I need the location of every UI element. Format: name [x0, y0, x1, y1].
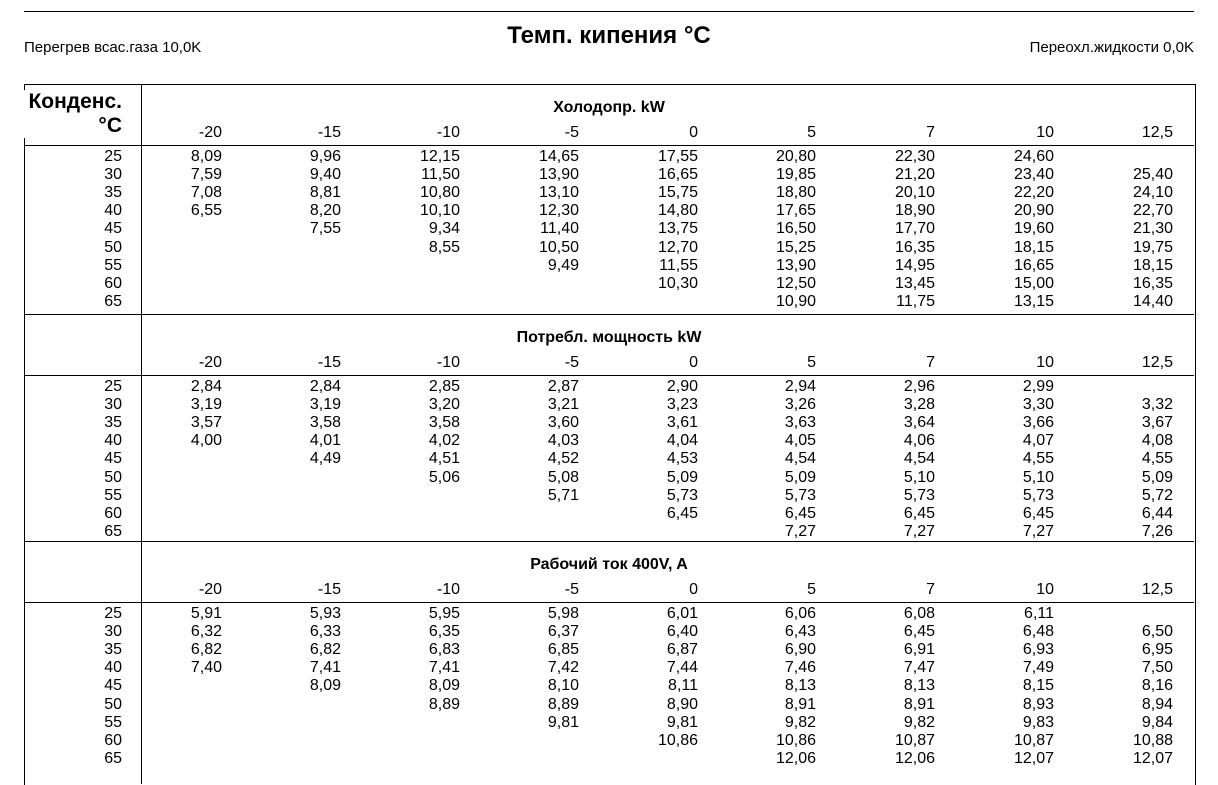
table-cell: 6,06 [784, 605, 816, 622]
table-cell: 19,75 [1132, 238, 1173, 256]
table-cell: 22,30 [894, 148, 935, 165]
table-cell: 14,65 [538, 148, 579, 165]
row-label: 55 [104, 713, 122, 731]
table-cell: 12,30 [538, 202, 579, 220]
table-cell: 11,50 [421, 166, 460, 184]
table-cell: 7,46 [784, 659, 816, 677]
table-cell: 4,49 [309, 450, 341, 468]
row-label: 50 [104, 238, 122, 256]
condensing-temp-header [10, 90, 122, 138]
table-cell: 18,15 [1132, 256, 1173, 274]
column-header: -15 [317, 354, 341, 371]
table-cell: 6,33 [309, 623, 341, 641]
table-cell: 16,35 [1132, 274, 1173, 292]
table-cell: 5,73 [784, 486, 816, 504]
row-label: 55 [104, 486, 122, 504]
table-cell: 6,95 [1141, 641, 1173, 659]
table-cell: 16,50 [775, 220, 816, 238]
section-title: Рабочий ток 400V, A [530, 556, 688, 573]
table-cell: 2,85 [428, 378, 460, 395]
table-cell: 12,06 [894, 749, 935, 767]
table-cell: 22,20 [1013, 184, 1054, 202]
column-header: 10 [1036, 581, 1054, 598]
table-cell: 5,10 [903, 468, 935, 486]
table-cell: 13,75 [657, 220, 698, 238]
table-cell: 5,98 [547, 605, 579, 622]
table-cell: 2,87 [547, 378, 579, 395]
table-cell: 6,35 [428, 623, 460, 641]
row-label: 40 [104, 659, 122, 677]
table-cell: 17,65 [775, 202, 816, 220]
row-label: 30 [104, 623, 122, 641]
table-cell: 12,70 [657, 238, 698, 256]
table-cell: 8,13 [784, 677, 816, 695]
table-cell: 8,89 [428, 695, 460, 713]
table-cell: 4,52 [547, 450, 579, 468]
table-cell: 9,81 [666, 713, 698, 731]
column-header: 7 [926, 581, 935, 598]
column-header: 12,5 [1141, 581, 1173, 598]
column-header: 0 [689, 581, 698, 598]
table-cell: 4,53 [666, 450, 698, 468]
column-header: 0 [689, 354, 698, 371]
table-cell: 6,82 [309, 641, 341, 659]
table-cell: 6,45 [1022, 504, 1054, 522]
column-header: 7 [926, 124, 935, 141]
row-label: 50 [104, 468, 122, 486]
row-label: 45 [104, 677, 122, 695]
table-cell: 25,40 [1132, 166, 1173, 184]
column-header: -5 [564, 354, 579, 371]
table-cell: 10,88 [1132, 731, 1173, 749]
table-cell: 3,20 [428, 396, 460, 414]
row-label: 35 [104, 184, 122, 202]
table-cell: 8,09 [309, 677, 341, 695]
table-cell: 3,60 [547, 414, 579, 432]
table-cell: 5,93 [309, 605, 341, 622]
table-cell: 24,10 [1132, 184, 1173, 202]
table-cell: 3,66 [1022, 414, 1054, 432]
condensing-temp-header-line2: °C [98, 114, 122, 137]
table-cell: 3,58 [309, 414, 341, 432]
row-label: 65 [104, 522, 122, 540]
table-cell: 23,40 [1013, 166, 1054, 184]
table-cell: 8,15 [1022, 677, 1054, 695]
section-divider [24, 314, 1194, 315]
table-cell: 9,82 [784, 713, 816, 731]
table-cell: 19,60 [1013, 220, 1054, 238]
table-cell: 8,55 [428, 238, 460, 256]
table-cell: 4,06 [903, 432, 935, 450]
column-header: -5 [564, 581, 579, 598]
table-cell: 8,89 [547, 695, 579, 713]
table-cell: 24,60 [1013, 148, 1054, 165]
table-cell: 6,08 [903, 605, 935, 622]
table-cell: 13,45 [894, 274, 935, 292]
column-header: 5 [807, 124, 816, 141]
table-cell: 6,01 [666, 605, 698, 622]
table-cell: 11,40 [540, 220, 579, 238]
table-cell: 3,67 [1141, 414, 1173, 432]
table-cell: 7,42 [547, 659, 579, 677]
table-cell: 6,40 [666, 623, 698, 641]
table-cell: 2,94 [784, 378, 816, 395]
table-cell: 6,90 [784, 641, 816, 659]
table-cell: 7,49 [1022, 659, 1054, 677]
table-cell: 4,01 [309, 432, 341, 450]
table-cell: 5,95 [428, 605, 460, 622]
column-header: 5 [807, 354, 816, 371]
table-cell: 16,65 [1013, 256, 1054, 274]
superheat-note: Перегрев всас.газа 10,0K [24, 39, 202, 56]
table-cell: 21,30 [1132, 220, 1173, 238]
table-cell: 3,28 [903, 396, 935, 414]
table-cell: 4,07 [1022, 432, 1054, 450]
table-cell: 4,05 [784, 432, 816, 450]
table-cell: 14,80 [657, 202, 698, 220]
subcooling-note: Переохл.жидкости 0,0K [1029, 39, 1194, 56]
table-cell: 8,13 [903, 677, 935, 695]
row-label: 25 [104, 605, 122, 622]
table-cell: 9,96 [309, 148, 341, 165]
table-cell: 9,84 [1141, 713, 1173, 731]
table-cell: 7,27 [784, 522, 816, 540]
row-label: 60 [104, 274, 122, 292]
table-cell: 18,15 [1013, 238, 1054, 256]
column-header: -10 [436, 581, 460, 598]
row-label: 55 [104, 256, 122, 274]
table-cell: 7,50 [1141, 659, 1173, 677]
table-cell: 13,90 [775, 256, 816, 274]
column-header: 12,5 [1141, 354, 1173, 371]
column-header: -20 [198, 354, 222, 371]
table-cell: 6,50 [1141, 623, 1173, 641]
table-cell: 7,41 [309, 659, 341, 677]
table-cell: 6,55 [190, 202, 222, 220]
table-cell: 10,90 [775, 292, 816, 310]
section-title: Потребл. мощность kW [516, 329, 702, 346]
table-cell: 4,04 [666, 432, 698, 450]
table-cell: 9,34 [428, 220, 460, 238]
column-header: -15 [317, 124, 341, 141]
table-cell: 8,91 [903, 695, 935, 713]
table-cell: 10,87 [1013, 731, 1054, 749]
column-header: -20 [198, 581, 222, 598]
table-cell: 10,87 [894, 731, 935, 749]
row-label: 40 [104, 202, 122, 220]
table-cell: 5,91 [190, 605, 222, 622]
table-cell: 15,00 [1013, 274, 1054, 292]
table-cell: 6,85 [547, 641, 579, 659]
column-header: 10 [1036, 354, 1054, 371]
table-cell: 6,83 [428, 641, 460, 659]
table-cell: 5,09 [1141, 468, 1173, 486]
table-cell: 6,93 [1022, 641, 1054, 659]
row-label: 60 [104, 504, 122, 522]
table-cell: 12,07 [1132, 749, 1173, 767]
row-label: 45 [104, 220, 122, 238]
table-cell: 7,41 [428, 659, 460, 677]
column-header: 5 [807, 581, 816, 598]
table-cell: 6,45 [903, 623, 935, 641]
table-cell: 6,87 [666, 641, 698, 659]
column-header: -15 [317, 581, 341, 598]
table-cell: 17,70 [894, 220, 935, 238]
row-label: 65 [104, 749, 122, 767]
table-cell: 3,32 [1141, 396, 1173, 414]
table-cell: 15,75 [657, 184, 698, 202]
table-cell: 4,08 [1141, 432, 1173, 450]
table-cell: 8,10 [547, 677, 579, 695]
table-cell: 18,90 [894, 202, 935, 220]
table-cell: 18,80 [775, 184, 816, 202]
row-label: 60 [104, 731, 122, 749]
page-title: Темп. кипения °C [507, 22, 711, 49]
table-cell: 7,59 [190, 166, 222, 184]
table-cell: 11,55 [659, 256, 698, 274]
table-cell: 5,09 [666, 468, 698, 486]
table-cell: 6,32 [190, 623, 222, 641]
table-cell: 7,27 [903, 522, 935, 540]
table-cell: 8,94 [1141, 695, 1173, 713]
table-cell: 4,00 [190, 432, 222, 450]
table-cell: 6,45 [784, 504, 816, 522]
table-cell: 16,65 [657, 166, 698, 184]
table-cell: 15,25 [775, 238, 816, 256]
row-label: 35 [104, 414, 122, 432]
table-cell: 4,51 [428, 450, 460, 468]
section-title: Холодопр. kW [553, 99, 665, 116]
table-cell: 9,49 [547, 256, 579, 274]
table-cell: 7,44 [666, 659, 698, 677]
table-cell: 3,21 [547, 396, 579, 414]
table-cell: 7,27 [1022, 522, 1054, 540]
row-label: 30 [104, 396, 122, 414]
table-cell: 3,26 [784, 396, 816, 414]
table-cell: 12,07 [1013, 749, 1054, 767]
table-cell: 8,09 [190, 148, 222, 165]
table-cell: 10,80 [419, 184, 460, 202]
table-cell: 8,11 [668, 677, 698, 695]
table-cell: 7,47 [903, 659, 935, 677]
header-divider [24, 602, 1194, 603]
table-cell: 12,50 [775, 274, 816, 292]
column-header: 7 [926, 354, 935, 371]
row-label: 65 [104, 292, 122, 310]
table-cell: 8,91 [784, 695, 816, 713]
table-cell: 6,37 [547, 623, 579, 641]
table-cell: 8,81 [309, 184, 341, 202]
table-cell: 5,72 [1141, 486, 1173, 504]
table-cell: 9,81 [547, 713, 579, 731]
table-cell: 6,45 [666, 504, 698, 522]
table-cell: 6,45 [903, 504, 935, 522]
table-cell: 14,40 [1132, 292, 1173, 310]
table-cell: 6,44 [1141, 504, 1173, 522]
table-cell: 4,03 [547, 432, 579, 450]
table-cell: 3,57 [190, 414, 222, 432]
table-cell: 3,23 [666, 396, 698, 414]
table-cell: 10,30 [657, 274, 698, 292]
column-header: 10 [1036, 124, 1054, 141]
table-cell: 3,30 [1022, 396, 1054, 414]
table-cell: 3,19 [309, 396, 341, 414]
top-rule [24, 11, 1194, 12]
table-cell: 4,54 [784, 450, 816, 468]
table-cell: 5,73 [903, 486, 935, 504]
table-cell: 20,90 [1013, 202, 1054, 220]
table-cell: 9,40 [309, 166, 341, 184]
table-cell: 10,50 [538, 238, 579, 256]
table-cell: 8,93 [1022, 695, 1054, 713]
table-cell: 3,64 [903, 414, 935, 432]
table-cell: 3,58 [428, 414, 460, 432]
table-cell: 6,82 [190, 641, 222, 659]
column-header: -10 [436, 354, 460, 371]
table-cell: 20,10 [894, 184, 935, 202]
table-cell: 5,73 [1022, 486, 1054, 504]
table-cell: 19,85 [775, 166, 816, 184]
table-cell: 13,15 [1013, 292, 1054, 310]
table-cell: 9,83 [1022, 713, 1054, 731]
table-cell: 2,90 [666, 378, 698, 395]
condensing-temp-header-line1: Конденс. [28, 90, 122, 113]
table-cell: 16,35 [894, 238, 935, 256]
row-label: 30 [104, 166, 122, 184]
header-divider [24, 375, 1194, 376]
table-cell: 12,06 [775, 749, 816, 767]
table-cell: 5,09 [784, 468, 816, 486]
column-header: -10 [436, 124, 460, 141]
table-cell: 2,99 [1022, 378, 1054, 395]
row-label: 35 [104, 641, 122, 659]
table-cell: 7,08 [190, 184, 222, 202]
table-cell: 8,09 [428, 677, 460, 695]
table-cell: 13,90 [538, 166, 579, 184]
table-cell: 10,86 [657, 731, 698, 749]
table-cell: 3,19 [190, 396, 222, 414]
table-cell: 6,48 [1022, 623, 1054, 641]
table-cell: 5,73 [666, 486, 698, 504]
table-cell: 3,61 [666, 414, 698, 432]
table-cell: 7,55 [309, 220, 341, 238]
row-label: 40 [104, 432, 122, 450]
table-cell: 4,55 [1141, 450, 1173, 468]
column-header: 12,5 [1141, 124, 1173, 141]
row-header-divider [141, 84, 142, 784]
table-cell: 10,10 [419, 202, 460, 220]
column-header: -20 [198, 124, 222, 141]
table-cell: 9,82 [903, 713, 935, 731]
table-cell: 6,91 [903, 641, 935, 659]
table-cell: 8,16 [1141, 677, 1173, 695]
column-header: 0 [689, 124, 698, 141]
table-cell: 6,11 [1024, 605, 1054, 622]
table-cell: 4,54 [903, 450, 935, 468]
table-cell: 13,10 [538, 184, 579, 202]
table-cell: 5,06 [428, 468, 460, 486]
table-cell: 4,02 [428, 432, 460, 450]
section-divider [24, 541, 1194, 542]
table-cell: 11,75 [896, 292, 935, 310]
table-cell: 10,86 [775, 731, 816, 749]
row-label: 25 [104, 148, 122, 165]
table-cell: 8,90 [666, 695, 698, 713]
table-cell: 8,20 [309, 202, 341, 220]
row-label: 25 [104, 378, 122, 395]
row-label: 50 [104, 695, 122, 713]
table-cell: 6,43 [784, 623, 816, 641]
table-cell: 2,96 [903, 378, 935, 395]
table-cell: 7,40 [190, 659, 222, 677]
table-cell: 14,95 [894, 256, 935, 274]
table-cell: 5,71 [547, 486, 579, 504]
header-divider [24, 145, 1194, 146]
table-cell: 17,55 [657, 148, 698, 165]
table-cell: 22,70 [1132, 202, 1173, 220]
table-cell: 5,10 [1022, 468, 1054, 486]
column-header: -5 [564, 124, 579, 141]
table-cell: 2,84 [309, 378, 341, 395]
table-cell: 7,26 [1141, 522, 1173, 540]
row-label: 45 [104, 450, 122, 468]
table-cell: 2,84 [190, 378, 222, 395]
table-cell: 21,20 [894, 166, 935, 184]
table-cell: 3,63 [784, 414, 816, 432]
table-cell: 5,08 [547, 468, 579, 486]
table-cell: 4,55 [1022, 450, 1054, 468]
table-cell: 20,80 [775, 148, 816, 165]
table-cell: 12,15 [419, 148, 460, 165]
